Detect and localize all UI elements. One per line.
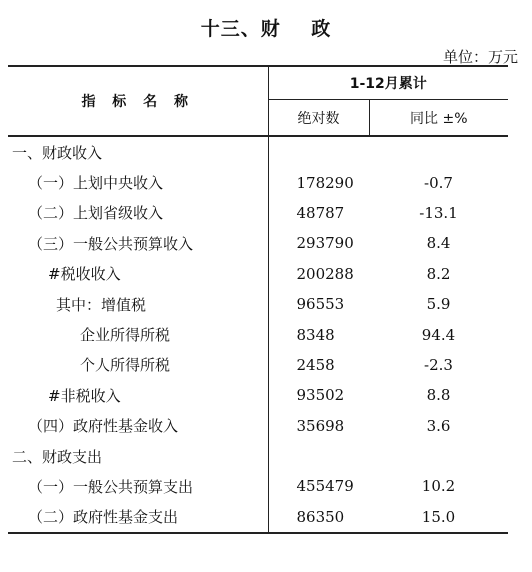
table-row — [8, 228, 508, 258]
table-row — [8, 350, 508, 380]
row-yoy-change: 8.2 — [426, 264, 451, 283]
header-yoy: 同比 ±% — [369, 100, 508, 137]
row-absolute-value: 2458 — [296, 355, 335, 374]
row-yoy-change: 5.9 — [426, 295, 451, 314]
table-row — [8, 502, 508, 533]
row-absolute-value — [268, 441, 369, 471]
finance-table — [8, 65, 508, 534]
row-yoy-change — [369, 136, 508, 167]
table-row — [8, 259, 508, 289]
row-indicator-name: （四）政府性基金收入 — [8, 411, 268, 441]
header-indicator-name: 指 标 名 称 — [8, 66, 268, 136]
row-indicator-name: （三）一般公共预算收入 — [8, 228, 268, 258]
table-row — [8, 411, 508, 441]
row-yoy-change: 3.6 — [426, 416, 451, 435]
row-yoy-change: -0.7 — [424, 173, 453, 192]
row-absolute-value: 86350 — [268, 502, 369, 533]
table-row — [8, 289, 508, 319]
table-row — [8, 198, 508, 228]
table-row — [8, 167, 508, 197]
row-yoy-change: 15.0 — [369, 502, 508, 533]
table-row — [8, 319, 508, 349]
row-absolute-value: 455479 — [296, 477, 354, 496]
row-yoy-change: -13.1 — [419, 203, 458, 222]
table-row — [8, 380, 508, 410]
row-yoy-change: 10.2 — [421, 477, 456, 496]
row-yoy-change — [369, 441, 508, 471]
row-indicator-name: 二、财政支出 — [8, 441, 268, 471]
row-absolute-value: 96553 — [296, 295, 345, 314]
header-period: 1-12月累计 — [268, 66, 508, 100]
row-indicator-name: 一、财政收入 — [8, 136, 268, 167]
row-absolute-value: 200288 — [296, 264, 354, 283]
row-indicator-name: #非税收入 — [8, 380, 268, 410]
row-yoy-change: 94.4 — [421, 325, 456, 344]
unit-label: 单位：万元 — [442, 48, 518, 66]
row-absolute-value — [268, 136, 369, 167]
row-absolute-value: 35698 — [296, 416, 345, 435]
row-yoy-change: 8.4 — [426, 234, 451, 253]
row-indicator-name: （一）上划中央收入 — [8, 167, 268, 197]
header-absolute: 绝对数 — [268, 100, 369, 137]
row-absolute-value: 48787 — [296, 203, 345, 222]
row-indicator-name: （一）一般公共预算支出 — [8, 471, 268, 501]
page-title: 十三、财 政 — [200, 18, 332, 40]
row-yoy-change: 8.8 — [426, 386, 451, 405]
row-indicator-name: #税收收入 — [8, 259, 268, 289]
row-indicator-name: 其中：增值税 — [8, 289, 268, 319]
row-indicator-name: 个人所得所税 — [8, 350, 268, 380]
row-indicator-name: （二）上划省级收入 — [8, 198, 268, 228]
row-absolute-value: 8348 — [296, 325, 335, 344]
row-absolute-value: 293790 — [296, 234, 354, 253]
row-absolute-value: 178290 — [296, 173, 354, 192]
row-indicator-name: 企业所得所税 — [8, 319, 268, 349]
row-yoy-change: -2.3 — [424, 355, 453, 374]
row-indicator-name: （二）政府性基金支出 — [8, 502, 268, 533]
table-body — [8, 136, 508, 533]
table-row — [8, 441, 508, 471]
table-row — [8, 471, 508, 501]
table-row — [8, 136, 508, 167]
row-absolute-value: 93502 — [296, 386, 345, 405]
